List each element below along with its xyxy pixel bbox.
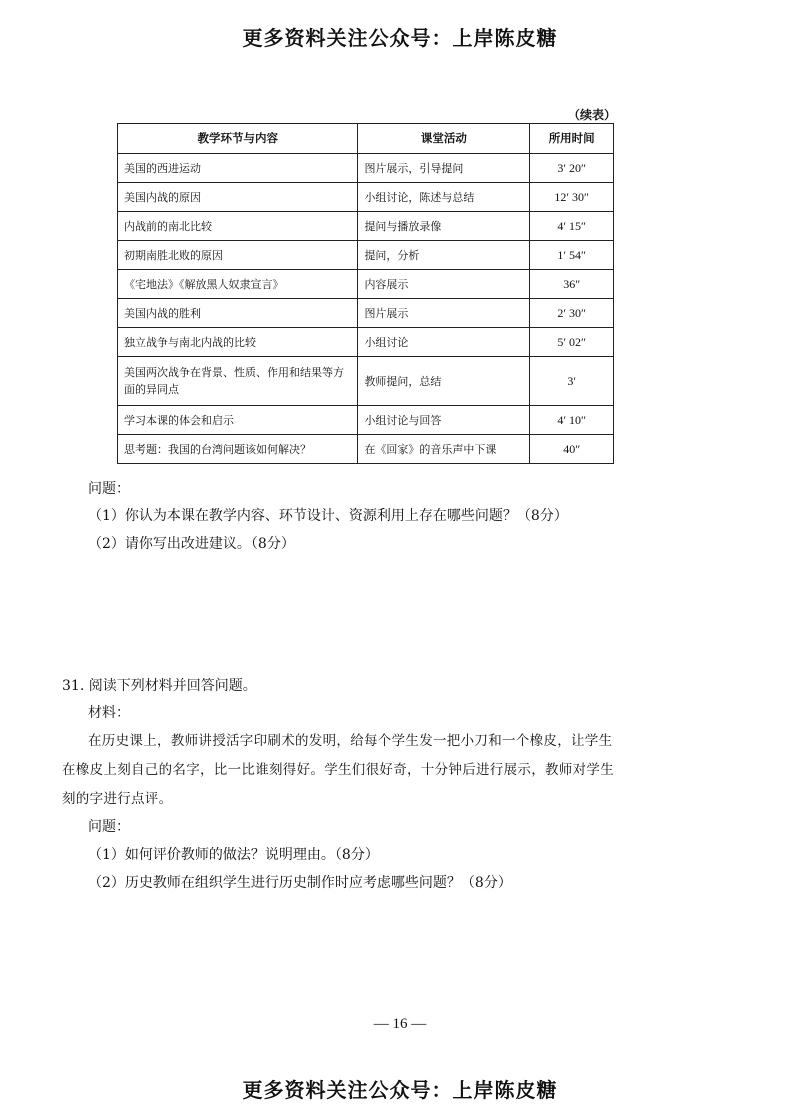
cell-content: 美国内战的原因: [118, 183, 358, 212]
table-continued-label: （续表）: [567, 108, 616, 122]
cell-content: 美国内战的胜利: [118, 299, 358, 328]
table-row: [118, 328, 614, 357]
q31-question-label: 问题：: [88, 819, 130, 835]
cell-activity: 内容展示: [358, 270, 530, 299]
q31-material-line-3: 刻的字进行点评。: [62, 791, 173, 807]
q31-heading: 31. 阅读下列材料并回答问题。: [62, 678, 257, 694]
q30-question-1: （1）你认为本课在教学内容、环节设计、资源利用上存在哪些问题？（8分）: [88, 508, 568, 524]
cell-activity: 小组讨论: [358, 328, 530, 357]
cell-time: 12′ 30″: [530, 183, 614, 212]
page-number: — 16 —: [373, 1016, 427, 1032]
q31-material-label: 材料：: [88, 705, 130, 721]
cell-content: 初期南胜北败的原因: [118, 241, 358, 270]
footer-banner: 更多资料关注公众号：上岸陈皮糖: [242, 1078, 558, 1102]
header-banner: 更多资料关注公众号：上岸陈皮糖: [242, 26, 558, 50]
q31-question-2: （2）历史教师在组织学生进行历史制作时应考虑哪些问题？（8分）: [88, 875, 512, 891]
cell-time: 4′ 15″: [530, 212, 614, 241]
cell-activity: 小组讨论，陈述与总结: [358, 183, 530, 212]
cell-content: 内战前的南北比较: [118, 212, 358, 241]
cell-content: 《宅地法》《解放黑人奴隶宣言》: [118, 270, 358, 299]
table-header-row: [118, 124, 614, 154]
cell-activity: 小组讨论与回答: [358, 406, 530, 435]
header-activity: 课堂活动: [358, 124, 530, 154]
q31-material-line-1: 在历史课上，教师讲授活字印刷术的发明，给每个学生发一把小刀和一个橡皮，让学生: [88, 733, 613, 749]
cell-time: 40″: [530, 435, 614, 464]
cell-activity: 图片展示，引导提问: [358, 154, 530, 183]
cell-activity: 图片展示: [358, 299, 530, 328]
cell-time: 2′ 30″: [530, 299, 614, 328]
cell-activity: 在《回家》的音乐声中下课: [358, 435, 530, 464]
header-time: 所用时间: [530, 124, 614, 154]
table-row: [118, 406, 614, 435]
q30-question-2: （2）请你写出改进建议。（8分）: [88, 536, 295, 552]
table-row: [118, 183, 614, 212]
table-row: [118, 212, 614, 241]
lesson-plan-table: [117, 123, 614, 464]
cell-content: 思考题：我国的台湾问题该如何解决？: [118, 435, 358, 464]
cell-content: 独立战争与南北内战的比较: [118, 328, 358, 357]
cell-activity: 教师提问，总结: [358, 357, 530, 406]
table-row: [118, 270, 614, 299]
q30-question-label: 问题：: [88, 481, 130, 497]
cell-time: 5′ 02″: [530, 328, 614, 357]
table-row: [118, 241, 614, 270]
table-row: [118, 435, 614, 464]
cell-content: 学习本课的体会和启示: [118, 406, 358, 435]
table-row: [118, 299, 614, 328]
cell-content: 美国的西进运动: [118, 154, 358, 183]
q31-material-line-2: 在橡皮上刻自己的名字，比一比谁刻得好。学生们很好奇，十分钟后进行展示，教师对学生: [62, 762, 614, 778]
q31-question-1: （1）如何评价教师的做法？说明理由。（8分）: [88, 847, 379, 863]
cell-time: 3′: [530, 357, 614, 406]
cell-content: 美国两次战争在背景、性质、作用和结果等方面的异同点: [118, 357, 358, 406]
table-row: [118, 357, 614, 406]
cell-time: 4′ 10″: [530, 406, 614, 435]
header-content: 教学环节与内容: [118, 124, 358, 154]
cell-activity: 提问与播放录像: [358, 212, 530, 241]
cell-time: 1′ 54″: [530, 241, 614, 270]
cell-time: 36″: [530, 270, 614, 299]
cell-activity: 提问，分析: [358, 241, 530, 270]
cell-time: 3′ 20″: [530, 154, 614, 183]
table-row: [118, 154, 614, 183]
